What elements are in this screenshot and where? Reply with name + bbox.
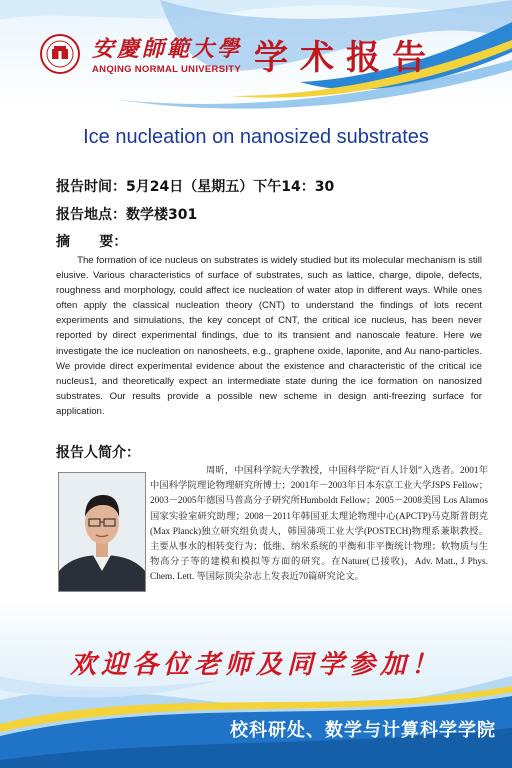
poster-banner-title: 学术报告: [254, 38, 438, 78]
talk-title: Ice nucleation on nanosized substrates: [83, 126, 429, 148]
speaker-heading: 报告人简介：: [56, 445, 140, 461]
abstract-text: The formation of ice nucleus on substrates is widely studied but its molecular mechanism is still elusive. Various characteristics of surface of substrates, such as lattice, charge, dipole, defects, roughness and morphology, could affect ice nucleation of water atop in different ways. While ones often apply the classical nucleation theory (CNT) to understand the findings of lots recent experiments and simulations, the key concept of CNT, the critical ice nucleus, has been never reported by direct experimental findings, due to its transient and nanoscale feature. Here we investigate the ice nucleation on nanosheets, e.g., graphene oxide, laponite, and Au nano-particles. We provide direct experimental evidence about the existence and characteristic of the critical ice nucleus1, and theoretically expect an intermediate state during the ice formation on nanosized substrates. Our results provide a possible new scheme in design anti-freezing surface for application.: [56, 255, 482, 417]
university-seal-icon: [40, 34, 80, 74]
welcome-message: 欢迎各位老师及同学参加！: [69, 650, 442, 680]
university-name-cn: 安慶師範大學: [92, 36, 243, 62]
talk-place: 报告地点：数学楼301: [56, 207, 198, 223]
talk-time: 报告时间：5月24日（星期五）下午14：30: [56, 179, 335, 195]
speaker-bio: 周昕，中国科学院大学教授，中国科学院“百人计划”入选者。2001年中国科学院理论物理研究所博士；2001年－2003年日本东京工业大学JSPS Fellow；2003－2005年德国马普高分子研究所Humboldt Fellow；2005－2008美国 Los Alamos国家实验室研究助理；2008－2011年韩国亚太理论物理中心(APCTP)马克斯普朗克(Max Planck)独立研究组负责人，韩国蒲项工业大学(POSTECH)物理系兼职教授。主要从事水的相转变行为；低维、纳米系统的平衡和非平衡统计物理；软物质与生物高分子等的建模和模拟等方面的研究。在Nature(已接收)，Adv. Matt., J Phys. Chem. Lett. 等国际顶尖杂志上发表近70篇研究论文。: [150, 466, 488, 583]
portrait-image: [59, 473, 145, 591]
abstract-label: 摘 要：: [56, 234, 128, 250]
speaker-photo: [58, 472, 146, 592]
organizer: 校科研处、数学与计算科学学院: [230, 720, 496, 741]
university-name-en: ANQING NORMAL UNIVERSITY: [92, 64, 242, 75]
